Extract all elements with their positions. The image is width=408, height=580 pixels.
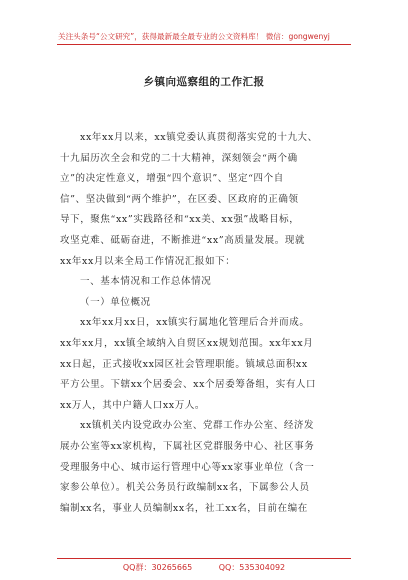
footer-contact — [0, 562, 408, 573]
body-line: xx万人，其中户籍人口xx万人。 — [60, 399, 206, 411]
subsection-heading: （一）单位概况 — [80, 296, 151, 308]
body-line: xx日起，正式接收xx园区社会管理职能。镇域总面积xx — [60, 358, 308, 370]
body-line: 家参公单位）。机关公务员行政编制xx名，下属参公人员 — [60, 482, 310, 494]
body-line: 导下，聚焦“xx”实践路径和“xx美、xx强”战略目标， — [60, 214, 300, 226]
document-body — [60, 128, 350, 519]
body-line: 攻坚克难、砥砺奋进，不断推进“xx”高质量发展。现就 — [60, 234, 306, 246]
body-line: 受理服务中心、城市运行管理中心等xx家事业单位（含一 — [60, 461, 315, 473]
document-title: 乡镇向巡察组的工作汇报 — [143, 76, 265, 88]
body-line: xx年xx月以来全局工作情况汇报如下： — [60, 255, 236, 267]
body-line: xx年xx月xx日，xx镇实行属地化管理后合并而成。 — [80, 317, 310, 329]
body-line: xx年xx月，xx镇全域纳入自贸区xx规划范围。xx年xx月 — [60, 337, 314, 349]
section-heading: 一、基本情况和工作总体情况 — [80, 276, 212, 288]
body-line: 平方公里。下辖xx个居委会、xx个居委筹备组，实有人口 — [60, 379, 317, 391]
footer-divider — [57, 558, 351, 559]
body-line: 立”的决定性意义，增强“四个意识”、坚定“四个自 — [60, 173, 284, 185]
body-line: 信”、坚决做到“两个维护”，在区委、区政府的正确领 — [60, 193, 299, 205]
footer-qq: QQ：535304092 — [218, 563, 286, 572]
body-line: 十九届历次全会和党的二十大精神，深刻领会“两个确 — [60, 152, 298, 164]
header-banner: 关注头条号“公文研究”，获得最新最全最专业的公文资料库！ 微信：gongwenyj — [58, 32, 330, 41]
body-line: 展办公室等xx家机构，下属社区党群服务中心、社区事务 — [60, 440, 315, 452]
header-divider — [57, 44, 351, 45]
body-line: xx年xx月以来，xx镇党委认真贯彻落实党的十九大、 — [80, 132, 318, 143]
body-line: xx镇机关内设党政办公室、党群工作办公室、经济发 — [80, 420, 315, 432]
footer-qq-group: QQ群：30265665 — [122, 563, 193, 572]
body-line: 编制xx名，事业人员编制xx名，社工xx名，目前在编在 — [60, 502, 308, 514]
